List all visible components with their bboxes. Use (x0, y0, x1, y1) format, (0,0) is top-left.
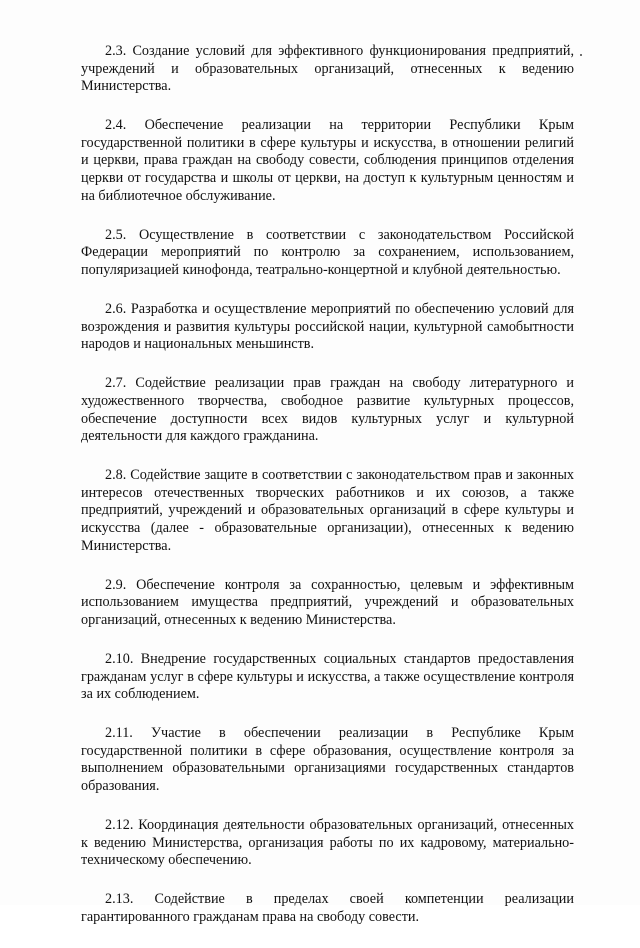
paragraph-2-8: 2.8. Содействие защите в соответствии с законодательством прав и законных интересов отечественных творческих работников и их союзов, а также предприятий, учреждений и образовательных организаций в сфере культуры и искусства (далее - образовательные организации), отнесенных к ведению Министерства. (81, 467, 574, 554)
paragraph-2-3: 2.3. Создание условий для эффективного функционирования предприятий, учреждений и образовательных организаций, отнесенных к ведению Министерства. (81, 43, 574, 95)
paragraph-2-4: 2.4. Обеспечение реализации на территории Республики Крым государственной политики в сфере культуры и искусства, в отношении религий и церкви, права граждан на свободу совести, соблюдения принципов отделения церкви от государства и школы от церкви, на доступ к культурным ценностям и на библиотечное обслуживание. (81, 117, 574, 204)
document-body (81, 43, 574, 948)
paragraph-2-9: 2.9. Обеспечение контроля за сохранностью, целевым и эффективным использованием имущества предприятий, учреждений и образовательных организаций, отнесенных к ведению Министерства. (81, 576, 574, 628)
paragraph-2-5: 2.5. Осуществление в соответствии с законодательством Российской Федерации мероприятий по контролю за сохранением, использованием, популяризацией кинофонда, театрально-концертной и клубной деятельностью. (81, 226, 574, 278)
paragraph-2-12: 2.12. Координация деятельности образовательных организаций, отнесенных к ведению Министерства, организация работы по их кадровому, материально-техническому обеспечению. (81, 817, 574, 869)
paragraph-2-10: 2.10. Внедрение государственных социальных стандартов предоставления гражданам услуг в сфере культуры и искусства, а также осуществление контроля за их соблюдением. (81, 650, 574, 703)
paragraph-2-13: 2.13. Содействие в пределах своей компетенции реализации гарантированного гражданам права на свободу совести. (81, 891, 574, 925)
paragraph-2-7: 2.7. Содействие реализации прав граждан на свободу литературного и художественного творчества, свободное развитие культурных процессов, обеспечение доступности всех видов культурных услуг и культурной деятельности для каждого гражданина. (81, 375, 574, 445)
paragraph-2-11: 2.11. Участие в обеспечении реализации в Республике Крым государственной политики в сфере образования, осуществление контроля за выполнением образовательными организациями государственных стандартов образования. (81, 725, 574, 794)
scan-speck (580, 54, 582, 56)
paragraph-2-6: 2.6. Разработка и осуществление мероприятий по обеспечению условий для возрождения и развития культуры российской нации, культурной самобытности народов и национальных меньшинств. (81, 301, 574, 353)
